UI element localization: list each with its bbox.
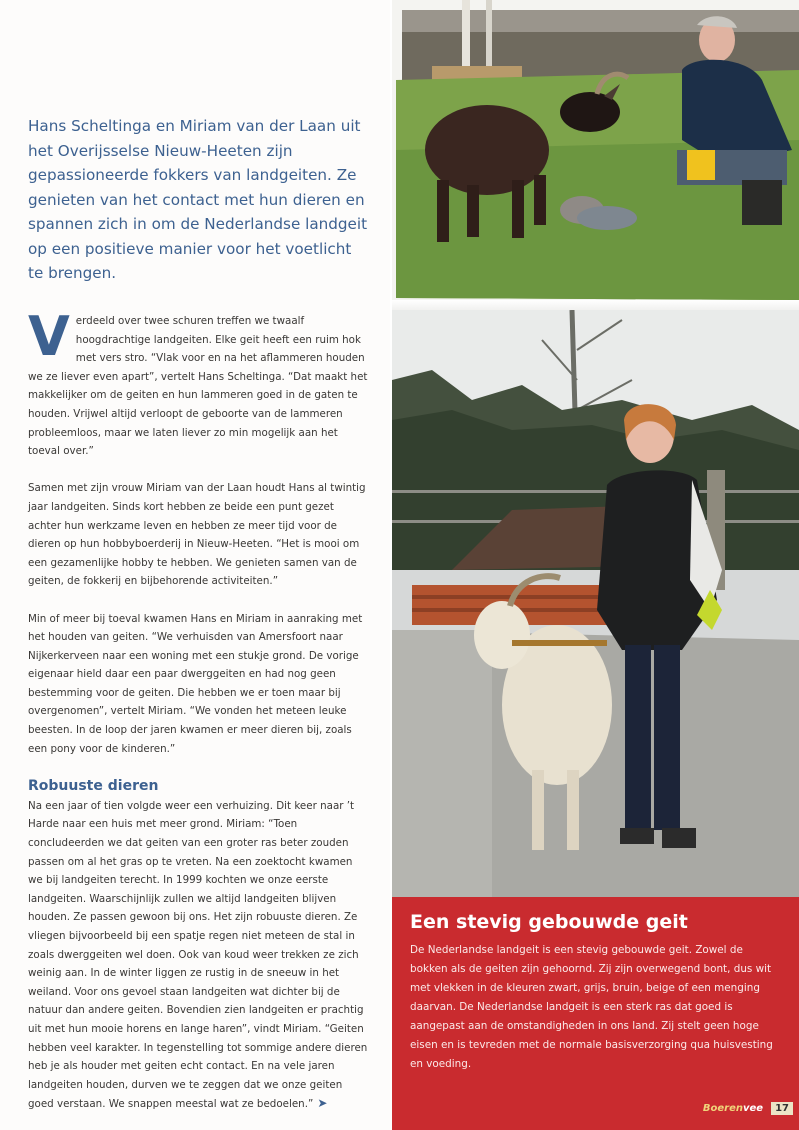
article-paragraph — [28, 797, 368, 1114]
drop-cap: V — [28, 305, 70, 368]
paragraph-text: Na een jaar of tien volgde weer een verhuizing. Dit keer naar ’t Harde naar een huis met meer grond. Miriam: “Toen concludeerden we dat geiten van een groter ras beter zouden passen om al het gras op te vreten. Na een zoektocht kwamen we bij landgeiten terecht. In 1999 kochten we onze eerste landgeiten. Waarschijnlijk zullen we altijd landgeiten blijven houden. Ze passen gewoon bij ons. Het zijn robuuste dieren. Ze vliegen bijvoorbeeld bij een spatje regen niet meteen de stal in zoals dwerggeiten wel doen. Ook van koud weer trekken ze zich weinig aan. In de winter liggen ze rustig in de sneeuw in het weiland. Voor ons gevoel staan landgeiten wat dichter bij de natuur dan andere geiten. Bovendien zien landgeiten er prachtig uit met hun mooie horens en lange haren”, vindt Miriam. “Geiten hebben veel karakter. In tegenstelling tot sommige andere dieren heb je als houder met geiten echt contact. En na vele jaren landgeiten houden, durven we te zeggen dat we onze geiten goed verstaan. We snappen meestal wat ze bedoelen.” — [28, 799, 368, 1111]
text-column — [0, 0, 390, 1130]
info-box — [392, 897, 799, 1130]
page-number: 17 — [771, 1102, 793, 1115]
logo-part-2: vee — [742, 1102, 764, 1114]
info-box-title: Een stevig gebouwde geit — [410, 911, 688, 933]
article-paragraph: Min of meer bij toeval kwamen Hans en Miriam in aanraking met het houden van geiten. “We verhuisden van Amersfoort naar Nijkerkerveen naar een woning met een stukje grond. De vorige eigenaar hield daar een paar dwerggeiten en had nog geen bestemming voor de geiten. Die hebben we er toen maar bij overgenomen”, vertelt Miriam. “We vonden het meteen leuke beesten. In de loop der jaren kwamen er meer dieren bij, zoals een pony voor de kinderen.” — [28, 612, 363, 755]
page-footer — [703, 1100, 793, 1116]
info-box-text: De Nederlandse landgeit is een stevig gebouwde geit. Zowel de bokken als de geiten zijn gehoornd. Zij zijn overwegend bont, dus wit met vlekken in de kleuren zwart, grijs, bruin, beige of een menging daarvan. De Nederlandse landgeit is een sterk ras dat goed is aangepast aan de omstandigheden in ons land. Zij stelt geen hoge eisen en is tevreden met de normale basisverzorging qua huisvesting en voeding. — [410, 944, 773, 1070]
article-paragraph — [28, 305, 368, 461]
continue-arrow-icon: ➤ — [317, 1096, 328, 1111]
section-subheading: Robuuste dieren — [28, 777, 159, 794]
photo-miriam-with-goat — [392, 310, 799, 900]
photo-illustration-2 — [392, 310, 799, 900]
intro-paragraph: Hans Scheltinga en Miriam van der Laan uit het Overijsselse Nieuw-Heeten zijn gepassioneerde fokkers van landgeiten. Ze genieten van het contact met hun dieren en spannen zich in om de Nederlandse landgeit op een positieve manier voor het voetlicht te brengen. — [28, 117, 368, 282]
photo-illustration-1 — [392, 0, 799, 310]
article-paragraph: Samen met zijn vrouw Miriam van der Laan houdt Hans al twintig jaar landgeiten. Sinds kort hebben ze beide een punt gezet achter hun werkzame leven en hebben ze meer tijd voor de dieren op hun hobbyboerderij in Nieuw-Heeten. “Het is mooi om een gezamenlijke hobby te hebben. We genieten samen van de geiten, de fokkerij en bijbehorende activiteiten.” — [28, 482, 366, 588]
magazine-logo — [703, 1103, 763, 1114]
paragraph-text: erdeeld over twee schuren treffen we twaalf hoogdrachtige landgeiten. Elke geit heeft een ruim hok met vers stro. “Vlak voor en na het aflammeren houden we ze liever even apart”, vertelt Hans Scheltinga. “Dat maakt het makkelijker om de geiten en hun lammeren goed in de gaten te houden. Vrijwel altijd verloopt de geboorte van de lammeren probleemloos, maar we laten liever zo min mogelijk aan het toeval over.” — [28, 315, 368, 458]
logo-part-1: Boeren — [702, 1102, 743, 1114]
article-body — [28, 305, 368, 1114]
photo-goats-with-hans — [392, 0, 799, 310]
